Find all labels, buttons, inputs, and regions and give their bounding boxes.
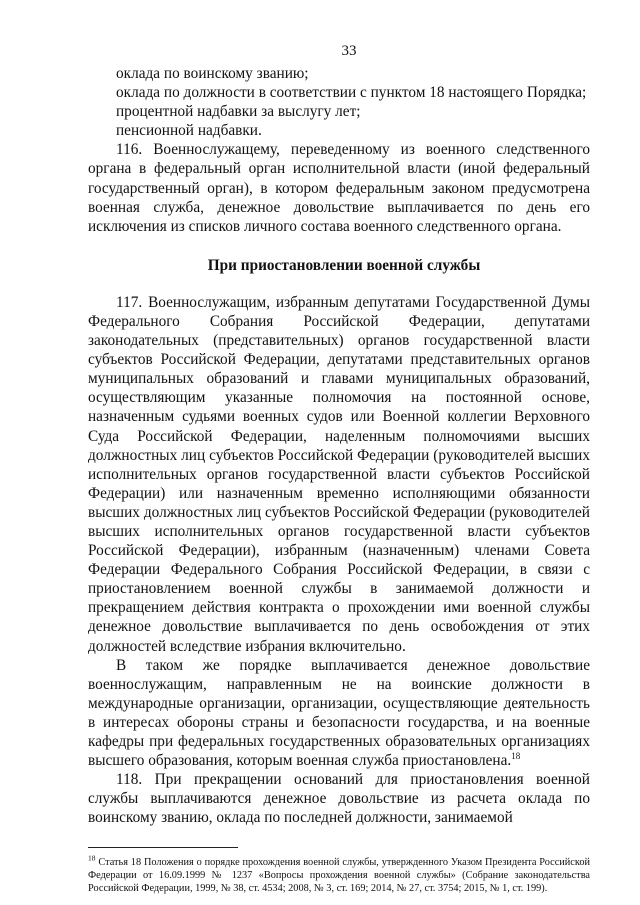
paragraph-117: 117. Военнослужащим, избранным депутатами Государственной Думы Федерального Собрания Российской Федерации, депутатами законодательных (представительных) органов государственной власти субъектов Российской Федерации, депутатами представительных органов муниципальных образований и главами муниципальных образований, осуществляющим указанные полномочия на постоянной основе, назначенным судьями военных судов или Военной коллегии Верховного Суда Российской Федерации, наделенным полномочиями высших должностных лиц субъектов Российской Федерации (руководителей высших исполнительных органов государственной власти субъектов Российской Федерации) или назначенным временно исполняющими обязанности высших должностных лиц субъектов Российской Федерации (руководителей высших исполнительных органов государственной власти субъектов Российской Федерации), избранным (назначенным) членами Совета Федерации Федерального Собрания Российской Федерации, в связи с приостановлением военной службы в занимаемой должности и прекращением действия контракта о прохождении ими военной службы денежное довольствие выплачивается по день освобождения от этих должностей вследствие избрания включительно. <box>88 293 590 655</box>
footnote <box>88 856 590 895</box>
footnote-text: Статья 18 Положения о порядке прохождения военной службы, утвержденного Указом Президента Российской Федерации от 16.09.1999 № 1237 «Вопросы прохождения военной службы» (Собрание законодательства Российской Федерации, 1999, № 38, ст. 4534; 2008, № 3, ст. 169; 2014, № 27, ст. 3754; 2015, № 1, ст. 199). <box>88 857 591 895</box>
paragraph-117-continuation <box>88 656 590 771</box>
footnote-reference[interactable]: 18 <box>511 751 521 761</box>
paragraph-118: 118. При прекращении оснований для приостановления военной службы выплачиваются денежное довольствие из расчета оклада по воинскому званию, оклада по последней должности, занимаемой <box>88 771 590 827</box>
page-number: 33 <box>341 43 357 59</box>
list-line-4: пенсионной надбавки. <box>116 122 262 140</box>
paragraph-117-continuation-text: В таком же порядке выплачивается денежное довольствие военнослужащим, направленным не на воинские должности в международные организации, организации, осуществляющие деятельность в интересах обороны страны и безопасности государства, и на военные кафедры при федеральных государственных образовательных организациях высшего образования, которым военная служба приостановлена. <box>88 656 590 770</box>
list-line-1: оклада по воинскому званию; <box>116 65 309 82</box>
footnote-divider <box>88 847 238 848</box>
footnote-mark: 18 <box>88 854 96 864</box>
paragraph-116: 116. Военнослужащему, переведенному из военного следственного органа в федеральный орган исполнительной власти (иной федеральный государственный орган), в котором федеральным законом предусмотрена военная служба, денежное довольствие выплачивается по день его исключения из списков личного состава военного следственного органа. <box>88 141 590 235</box>
list-line-2: оклада по должности в соответствии с пунктом 18 настоящего Порядка; <box>116 84 587 102</box>
section-title: При приостановлении военной службы <box>207 256 481 274</box>
list-line-3: процентной надбавки за выслугу лет; <box>116 103 361 121</box>
